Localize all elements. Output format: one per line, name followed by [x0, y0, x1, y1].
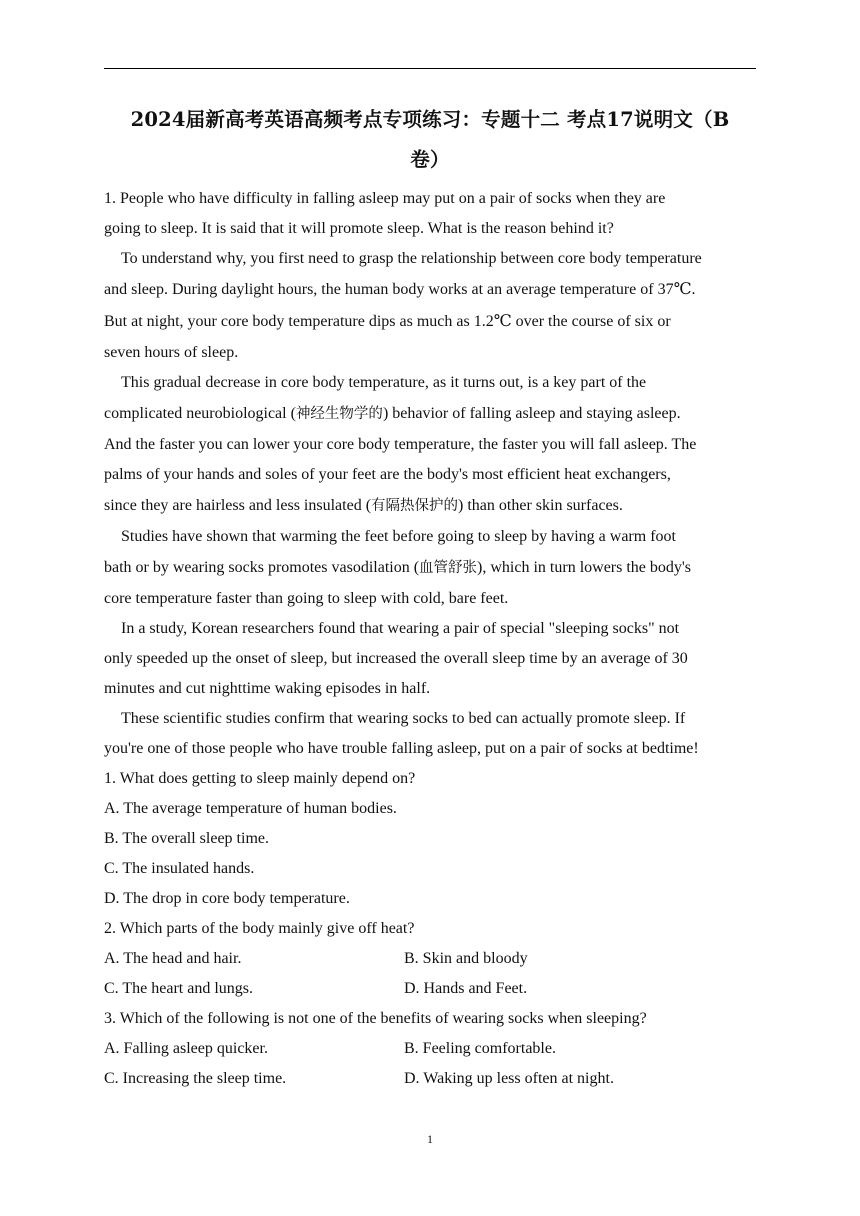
passage-line: core temperature faster than going to sleep with cold, bare feet.	[104, 590, 509, 607]
passage-line	[104, 552, 756, 584]
passage-line: palms of your hands and soles of your feet are the body's most efficient heat exchangers,	[104, 466, 671, 483]
answer-option: B. The overall sleep time.	[104, 830, 269, 847]
answer-option: A. The head and hair.	[104, 950, 242, 967]
answer-option: C. The heart and lungs.	[104, 980, 254, 997]
question-stem: 1. What does getting to sleep mainly depend on?	[104, 770, 416, 787]
page-number: 1	[427, 1132, 433, 1146]
question-stem: 2. Which parts of the body mainly give off heat?	[104, 920, 415, 937]
passage-line: and sleep. During daylight hours, the human body works at an average temperature of 37℃.	[104, 281, 696, 298]
option-row	[104, 1034, 756, 1064]
option-row	[104, 944, 756, 974]
answer-option: B. Feeling comfortable.	[404, 1040, 556, 1057]
option-row	[104, 974, 756, 1004]
passage-line: 1. People who have difficulty in falling asleep may put on a pair of socks when they are	[104, 190, 666, 207]
passage-line: This gradual decrease in core body temperature, as it turns out, is a key part of the	[121, 374, 647, 391]
passage-line: minutes and cut nighttime waking episodes in half.	[104, 680, 431, 697]
question-1	[104, 764, 756, 914]
passage-line	[104, 398, 756, 430]
answer-option: C. Increasing the sleep time.	[104, 1070, 287, 1087]
question-3	[104, 1004, 756, 1094]
answer-option: C. The insulated hands.	[104, 860, 255, 877]
answer-option: A. Falling asleep quicker.	[104, 1040, 268, 1057]
question-2	[104, 914, 756, 1004]
title-line-1: 2024届新高考英语高频考点专项练习：专题十二 考点17说明文（B	[130, 108, 730, 131]
passage-line: But at night, your core body temperature dips as much as 1.2℃ over the course of six or	[104, 313, 671, 330]
document-title	[104, 100, 756, 180]
passage	[104, 184, 756, 764]
header-rule	[104, 68, 756, 69]
passage-line: you're one of those people who have trouble falling asleep, put on a pair of socks at bedtime!	[104, 740, 699, 757]
chinese-gloss: 神经生物学的	[295, 406, 383, 422]
text-segment: ), which in turn lowers the body's	[477, 559, 692, 576]
chinese-gloss: 有隔热保护的	[371, 498, 459, 514]
text-segment: complicated neurobiological (	[104, 405, 296, 422]
passage-line: In a study, Korean researchers found that wearing a pair of special "sleeping socks" not	[121, 620, 680, 637]
answer-option: B. Skin and bloody	[404, 950, 528, 967]
passage-line	[104, 490, 756, 522]
option-row	[104, 1064, 756, 1094]
passage-line: To understand why, you first need to grasp the relationship between core body temperature	[121, 250, 702, 267]
passage-line: Studies have shown that warming the feet before going to sleep by having a warm foot	[121, 528, 676, 545]
passage-line: And the faster you can lower your core body temperature, the faster you will fall asleep. The	[104, 436, 697, 453]
chinese-gloss: 血管舒张	[419, 560, 478, 576]
passage-line: seven hours of sleep.	[104, 344, 239, 361]
title-line-2: 卷）	[410, 148, 450, 171]
passage-line: going to sleep. It is said that it will promote sleep. What is the reason behind it?	[104, 220, 614, 237]
answer-option: D. The drop in core body temperature.	[104, 890, 350, 907]
text-segment: ) behavior of falling asleep and staying asleep.	[382, 405, 681, 422]
answer-option: D. Waking up less often at night.	[404, 1070, 614, 1087]
document-body	[104, 184, 756, 1094]
text-segment: since they are hairless and less insulated (	[104, 497, 372, 514]
passage-line: only speeded up the onset of sleep, but increased the overall sleep time by an average of 30	[104, 650, 688, 667]
answer-option: D. Hands and Feet.	[404, 980, 528, 997]
text-segment: ) than other skin surfaces.	[458, 497, 623, 514]
question-stem: 3. Which of the following is not one of the benefits of wearing socks when sleeping?	[104, 1010, 647, 1027]
text-segment: bath or by wearing socks promotes vasodilation (	[104, 559, 420, 576]
answer-option: A. The average temperature of human bodies.	[104, 800, 397, 817]
passage-line: These scientific studies confirm that wearing socks to bed can actually promote sleep. If	[121, 710, 686, 727]
